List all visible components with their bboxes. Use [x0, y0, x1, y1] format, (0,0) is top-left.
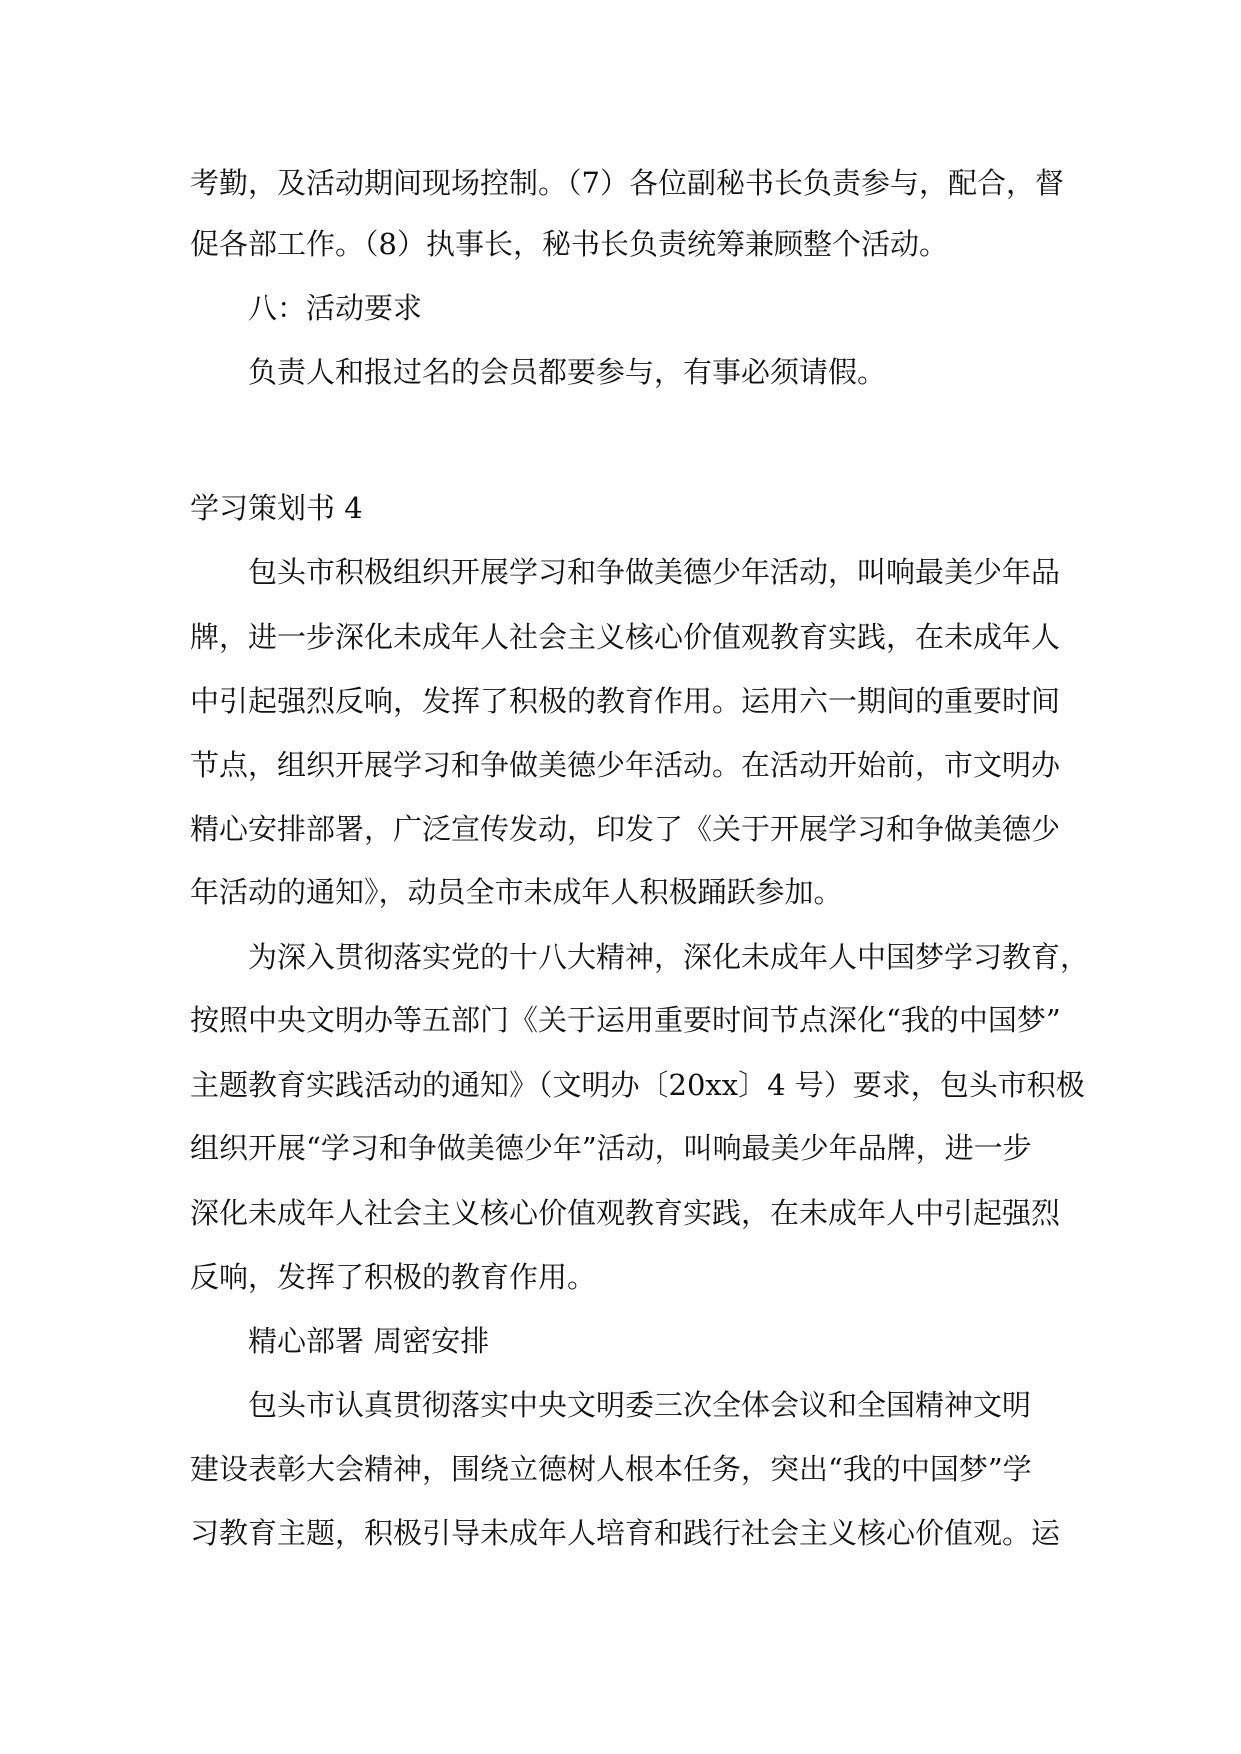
paragraph-line: 精心安排部署，广泛宣传发动，印发了《关于开展学习和争做美德少: [190, 812, 1061, 846]
paragraph-line: 建设表彰大会精神，围绕立德树人根本任务，突出“我的中国梦”学: [190, 1452, 1032, 1486]
paragraph-line: 为深入贯彻落实党的十八大精神，深化未成年人中国梦学习教育，: [248, 940, 1090, 974]
paragraph-line: 反响，发挥了积极的教育作用。: [190, 1260, 597, 1294]
section-heading: 八：活动要求: [248, 291, 423, 325]
paragraph-line: 组织开展“学习和争做美德少年”活动，叫响最美少年品牌，进一步: [190, 1131, 1032, 1165]
paragraph-line: 中引起强烈反响，发挥了积极的教育作用。运用六一期间的重要时间: [190, 684, 1061, 718]
paragraph-line: 促各部工作。（8）执事长，秘书长负责统筹兼顾整个活动。: [190, 227, 948, 261]
document-title: 学习策划书 4: [190, 491, 363, 525]
paragraph-line: 考勤，及活动期间现场控制。（7）各位副秘书长负责参与，配合，督: [190, 166, 1064, 200]
paragraph-line: 按照中央文明办等五部门《关于运用重要时间节点深化“我的中国梦”: [190, 1003, 1061, 1037]
paragraph-line: 深化未成年人社会主义核心价值观教育实践，在未成年人中引起强烈: [190, 1196, 1061, 1230]
paragraph-line: 牌，进一步深化未成年人社会主义核心价值观教育实践，在未成年人: [190, 620, 1061, 654]
paragraph-line: 包头市认真贯彻落实中央文明委三次全体会议和全国精神文明: [248, 1388, 1032, 1422]
paragraph-line: 节点，组织开展学习和争做美德少年活动。在活动开始前，市文明办: [190, 748, 1061, 782]
paragraph-line: 习教育主题，积极引导未成年人培育和践行社会主义核心价值观。运: [190, 1516, 1061, 1550]
section-heading: 精心部署 周密安排: [248, 1324, 490, 1358]
paragraph-line: 年活动的通知》，动员全市未成年人积极踊跃参加。: [190, 875, 843, 909]
paragraph-line: 负责人和报过名的会员都要参与，有事必须请假。: [248, 355, 887, 389]
paragraph-line: 主题教育实践活动的通知》（文明办〔20xx〕4 号）要求，包头市积极: [190, 1068, 1085, 1102]
paragraph-line: 包头市积极组织开展学习和争做美德少年活动，叫响最美少年品: [248, 555, 1061, 589]
